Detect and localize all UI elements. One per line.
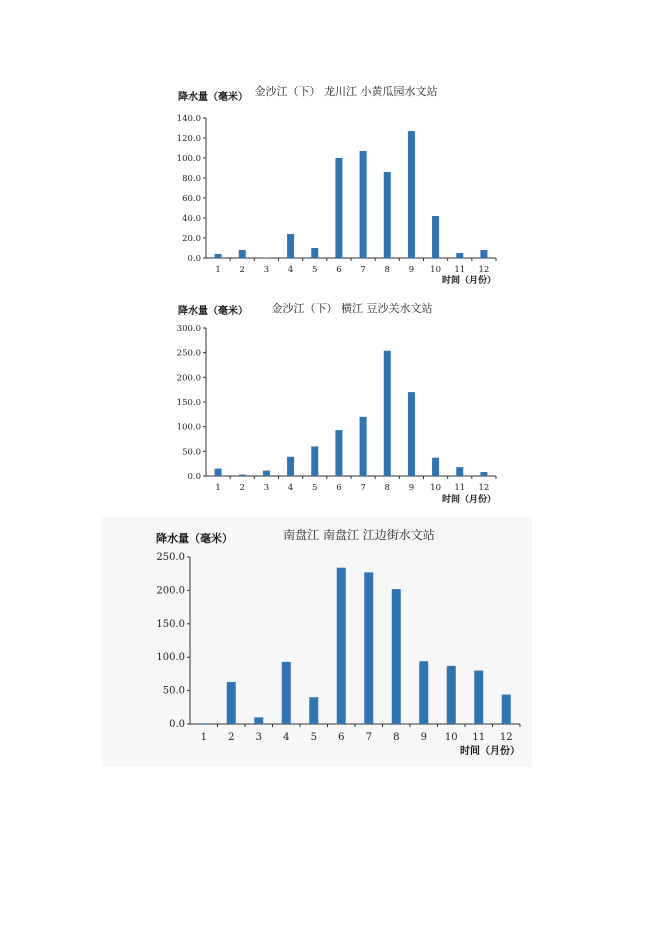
x-tick-label: 8 (393, 732, 400, 743)
x-tick-label: 5 (312, 483, 318, 493)
x-tick-label: 6 (336, 265, 342, 275)
bar-month-1 (199, 723, 208, 724)
chart-svg (102, 517, 532, 767)
bar-month-12 (480, 250, 487, 258)
x-tick-label: 6 (338, 732, 345, 743)
x-axis-label: 时间（月份） (441, 495, 496, 505)
bar-month-8 (384, 172, 391, 258)
bar-month-7 (364, 572, 373, 724)
bar-month-11 (474, 671, 483, 724)
bar-month-2 (239, 475, 246, 476)
x-tick-label: 12 (499, 732, 513, 743)
bar-month-4 (287, 234, 294, 258)
y-tick-label: 20.0 (182, 234, 201, 244)
x-tick-label: 8 (384, 483, 390, 493)
rainfall-chart-jiangbianjie (102, 517, 532, 767)
x-tick-label: 4 (283, 732, 290, 743)
x-tick-label: 4 (287, 483, 294, 493)
bar-month-3 (263, 258, 270, 259)
y-tick-label: 100.0 (176, 422, 201, 433)
y-tick-label: 100.0 (156, 652, 185, 664)
bar-month-9 (408, 392, 415, 476)
y-tick-label: 200.0 (176, 373, 201, 384)
y-tick-label: 200.0 (156, 585, 185, 597)
chart-svg (166, 298, 502, 510)
y-axis-label: 降水量（毫米） (178, 306, 248, 317)
x-tick-label: 4 (287, 265, 294, 275)
bar-month-11 (456, 467, 463, 476)
y-tick-label: 0.0 (187, 254, 201, 264)
x-tick-label: 3 (263, 265, 270, 275)
bar-month-7 (360, 151, 367, 258)
x-tick-label: 1 (215, 265, 221, 275)
bar-month-5 (311, 248, 318, 258)
chart-title: 金沙江（下） 龙川江 小黄瓜园水文站 (254, 85, 438, 98)
y-axis-label: 降水量（毫米） (156, 532, 233, 545)
x-tick-label: 5 (312, 265, 318, 275)
bar-month-2 (239, 250, 246, 258)
y-tick-label: 140.0 (176, 114, 201, 124)
x-tick-label: 3 (255, 732, 262, 743)
x-tick-label: 10 (444, 732, 458, 743)
x-tick-label: 10 (430, 483, 441, 493)
bar-month-8 (392, 589, 401, 724)
bar-month-4 (282, 662, 291, 724)
bar-month-7 (360, 417, 367, 476)
bar-month-4 (287, 457, 294, 476)
x-tick-label: 10 (430, 265, 441, 275)
chart-title: 金沙江（下） 横江 豆沙关水文站 (271, 302, 433, 315)
y-axis-label: 降水量（毫米） (178, 92, 248, 103)
y-tick-label: 250.0 (176, 348, 201, 359)
y-tick-label: 150.0 (156, 618, 185, 630)
bar-month-11 (456, 253, 463, 258)
rainfall-chart-doushaguan (166, 298, 502, 510)
y-tick-label: 50.0 (162, 685, 185, 697)
bar-month-8 (384, 351, 391, 476)
y-tick-label: 250.0 (156, 552, 185, 563)
bar-month-10 (432, 216, 439, 258)
bar-month-3 (263, 471, 270, 476)
x-tick-label: 2 (228, 732, 235, 743)
y-tick-label: 100.0 (176, 154, 201, 164)
x-tick-label: 5 (310, 732, 317, 743)
y-tick-label: 0.0 (169, 719, 185, 730)
bar-month-9 (419, 661, 428, 724)
x-tick-label: 6 (336, 483, 342, 493)
bar-month-5 (311, 446, 318, 476)
y-tick-label: 40.0 (182, 214, 201, 224)
x-tick-label: 9 (420, 732, 427, 743)
bar-month-6 (335, 158, 342, 258)
y-tick-label: 0.0 (187, 472, 201, 482)
x-tick-label: 8 (384, 265, 390, 275)
y-tick-label: 300.0 (176, 324, 201, 334)
x-tick-label: 9 (408, 483, 415, 493)
x-axis-label: 时间（月份） (441, 276, 496, 286)
x-tick-label: 9 (408, 265, 415, 275)
rainfall-chart-xiaohuangguayuan (166, 80, 502, 294)
bar-month-5 (309, 697, 318, 724)
bar-month-1 (215, 469, 222, 476)
y-tick-label: 150.0 (176, 398, 201, 408)
x-tick-label: 11 (454, 483, 466, 493)
x-tick-label: 11 (454, 265, 466, 275)
x-tick-label: 12 (478, 265, 490, 275)
y-tick-label: 80.0 (182, 174, 201, 184)
bar-month-10 (432, 458, 439, 476)
bar-month-6 (335, 430, 342, 476)
bar-month-1 (215, 254, 222, 258)
x-tick-label: 7 (360, 265, 366, 275)
x-tick-label: 1 (200, 732, 207, 743)
x-tick-label: 7 (360, 483, 366, 493)
x-axis-label: 时间（月份） (460, 746, 520, 757)
chart-title: 南盘江 南盘江 江边街水文站 (283, 528, 435, 542)
bar-month-3 (254, 717, 263, 724)
bar-month-6 (337, 568, 346, 724)
y-tick-label: 50.0 (182, 447, 201, 458)
y-tick-label: 60.0 (182, 194, 201, 204)
bar-month-12 (480, 472, 487, 476)
x-tick-label: 3 (263, 483, 270, 493)
y-tick-label: 120.0 (176, 134, 201, 144)
bar-month-9 (408, 131, 415, 258)
bar-month-2 (227, 682, 236, 724)
x-tick-label: 1 (215, 483, 221, 493)
chart-svg (166, 80, 502, 294)
x-tick-label: 2 (239, 483, 245, 493)
x-tick-label: 12 (478, 483, 490, 493)
x-tick-label: 11 (472, 732, 486, 743)
bar-month-12 (502, 695, 511, 724)
x-tick-label: 7 (365, 732, 372, 743)
x-tick-label: 2 (239, 265, 245, 275)
bar-month-10 (447, 666, 456, 724)
